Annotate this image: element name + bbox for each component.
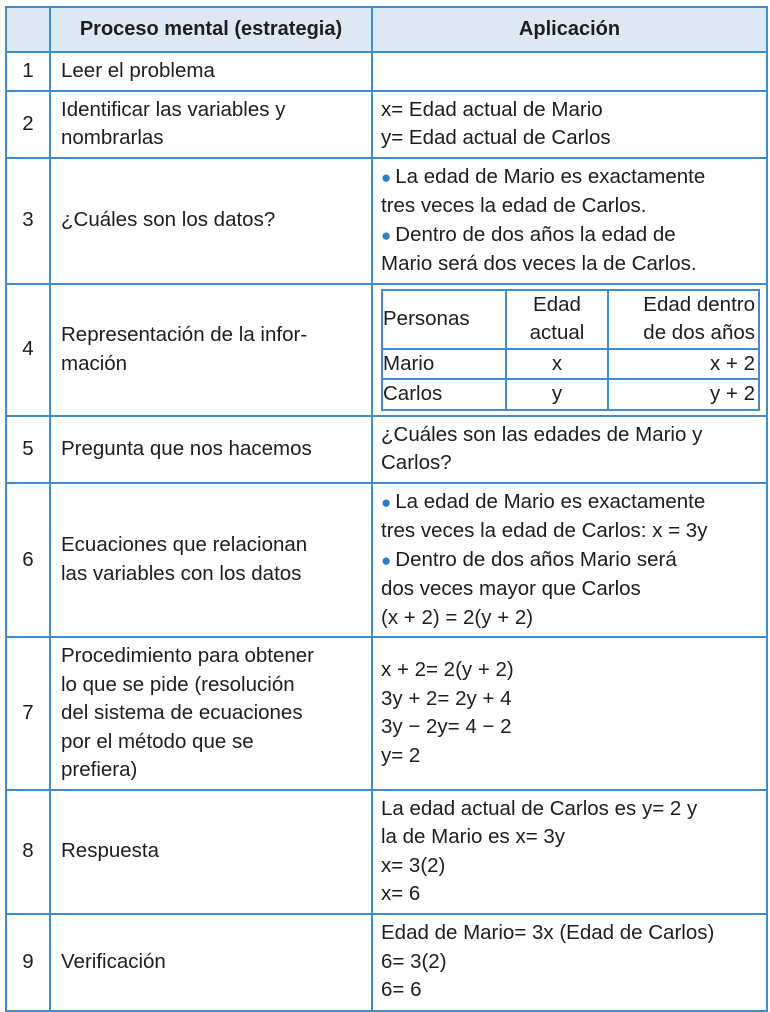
table-row <box>6 52 767 91</box>
header-number <box>6 7 50 52</box>
application-cell: Edad de Mario= 3x (Edad de Carlos) 6= 3(2) 6= 6 <box>372 914 767 1011</box>
application-cell <box>372 52 767 91</box>
row-number: 1 <box>6 52 50 91</box>
table-row <box>6 483 767 638</box>
bullet-icon: ● <box>381 225 392 245</box>
row-number: 9 <box>6 914 50 1011</box>
table-row <box>6 416 767 483</box>
application-cell: La edad actual de Carlos es y= 2 y la de Mario es x= 3y x= 3(2) x= 6 <box>372 790 767 914</box>
bullet-icon: ● <box>381 167 392 187</box>
application-cell: ¿Cuáles son las edades de Mario y Carlos? <box>372 416 767 483</box>
process-cell: Leer el problema <box>50 52 372 91</box>
process-cell: Respuesta <box>50 790 372 914</box>
table-row <box>6 91 767 158</box>
bullet-icon: ● <box>381 492 392 512</box>
header-process: Proceso mental (estrategia) <box>50 7 372 52</box>
process-cell: Representación de la infor- mación <box>50 284 372 416</box>
row-number: 3 <box>6 158 50 284</box>
header-application: Aplicación <box>372 7 767 52</box>
table-row <box>6 914 767 1011</box>
strategy-table <box>5 6 768 1012</box>
process-cell: ¿Cuáles son los datos? <box>50 158 372 284</box>
process-cell: Verificación <box>50 914 372 1011</box>
table-row <box>6 284 767 416</box>
table-row <box>6 637 767 790</box>
header-row <box>6 7 767 52</box>
row-number: 2 <box>6 91 50 158</box>
row-number: 8 <box>6 790 50 914</box>
representation-table <box>381 289 760 411</box>
process-cell: Procedimiento para obtener lo que se pide (resolución del sistema de ecuaciones por el método que se prefiera) <box>50 637 372 790</box>
table-row <box>6 158 767 284</box>
bullet-icon: ● <box>381 550 392 570</box>
table-row <box>6 790 767 914</box>
application-cell: ● La edad de Mario es exactamente tres veces la edad de Carlos. ● Dentro de dos años la edad de Mario será dos veces la de Carlos. <box>372 158 767 284</box>
row-number: 4 <box>6 284 50 416</box>
row-number: 7 <box>6 637 50 790</box>
application-cell: x + 2= 2(y + 2) 3y + 2= 2y + 4 3y − 2y= 4 − 2 y= 2 <box>372 637 767 790</box>
application-cell <box>372 284 767 416</box>
representation-row: Carlos y y + 2 <box>382 379 759 410</box>
representation-header-row: Personas Edad actual Edad dentro de dos años <box>382 290 759 349</box>
row-number: 5 <box>6 416 50 483</box>
application-cell: x= Edad actual de Mario y= Edad actual de Carlos <box>372 91 767 158</box>
process-cell: Pregunta que nos hacemos <box>50 416 372 483</box>
process-cell: Identificar las variables y nombrarlas <box>50 91 372 158</box>
row-number: 6 <box>6 483 50 638</box>
process-cell: Ecuaciones que relacionan las variables con los datos <box>50 483 372 638</box>
representation-row: Mario x x + 2 <box>382 349 759 380</box>
application-cell: ● La edad de Mario es exactamente tres veces la edad de Carlos: x = 3y ● Dentro de dos años Mario será dos veces mayor que Carlos (x + 2) = 2(y + 2) <box>372 483 767 638</box>
